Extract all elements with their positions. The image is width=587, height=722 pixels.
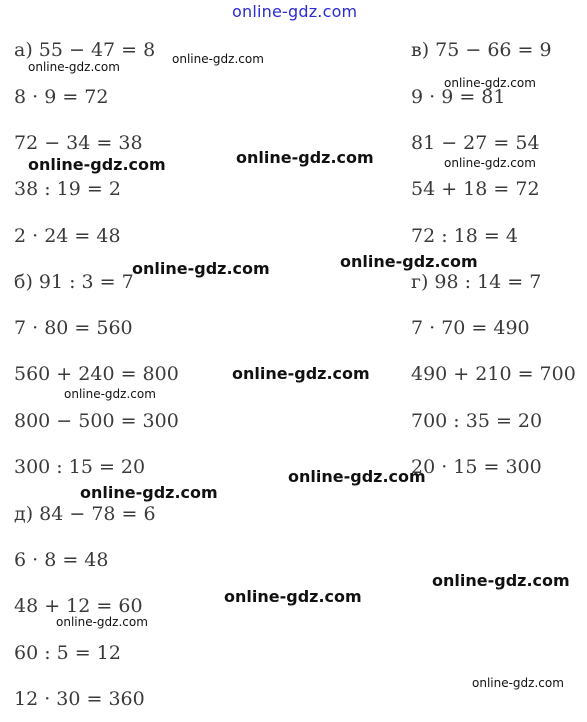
watermark: online-gdz.com	[444, 156, 536, 170]
watermark: online-gdz.com	[224, 587, 362, 606]
watermark: online-gdz.com	[232, 364, 370, 383]
exercise-v-line-4: 54 + 18 = 72	[411, 178, 540, 200]
watermark: online-gdz.com	[132, 259, 270, 278]
exercise-d-line-1: д) 84 − 78 = 6	[14, 503, 156, 525]
watermark: online-gdz.com	[28, 60, 120, 74]
watermark: online-gdz.com	[64, 387, 156, 401]
exercise-b-line-5: 300 : 15 = 20	[14, 456, 146, 478]
exercise-d-line-2: 6 · 8 = 48	[14, 549, 109, 571]
exercise-b-line-2: 7 · 80 = 560	[14, 317, 133, 339]
watermark: online-gdz.com	[444, 76, 536, 90]
exercise-d-line-4: 60 : 5 = 12	[14, 642, 121, 664]
exercise-b-line-4: 800 − 500 = 300	[14, 410, 179, 432]
exercise-d-line-3: 48 + 12 = 60	[14, 595, 143, 617]
exercise-b-line-1: б) 91 : 3 = 7	[14, 271, 134, 293]
exercise-g-line-5: 20 · 15 = 300	[411, 456, 542, 478]
exercise-a-line-3: 72 − 34 = 38	[14, 132, 143, 154]
exercise-a-line-1: а) 55 − 47 = 8	[14, 39, 156, 61]
exercise-v-line-2: 9 · 9 = 81	[411, 86, 506, 108]
watermark: online-gdz.com	[236, 148, 374, 167]
watermark: online-gdz.com	[288, 467, 426, 486]
exercise-v-line-5: 72 : 18 = 4	[411, 225, 518, 247]
watermark: online-gdz.com	[340, 252, 478, 271]
exercise-g-line-4: 700 : 35 = 20	[411, 410, 543, 432]
exercise-a-line-2: 8 · 9 = 72	[14, 86, 109, 108]
watermark: online-gdz.com	[80, 483, 218, 502]
watermark: online-gdz.com	[28, 155, 166, 174]
exercise-g-line-2: 7 · 70 = 490	[411, 317, 530, 339]
exercise-d-line-5: 12 · 30 = 360	[14, 688, 145, 710]
watermark-top: online-gdz.com	[232, 2, 358, 21]
watermark: online-gdz.com	[432, 571, 570, 590]
watermark: online-gdz.com	[172, 52, 264, 66]
exercise-b-line-3: 560 + 240 = 800	[14, 363, 179, 385]
exercise-g-line-3: 490 + 210 = 700	[411, 363, 576, 385]
watermark: online-gdz.com	[472, 676, 564, 690]
exercise-v-line-3: 81 − 27 = 54	[411, 132, 540, 154]
exercise-a-line-4: 38 : 19 = 2	[14, 178, 121, 200]
exercise-v-line-1: в) 75 − 66 = 9	[411, 39, 552, 61]
exercise-g-line-1: г) 98 : 14 = 7	[411, 271, 542, 293]
watermark: online-gdz.com	[56, 615, 148, 629]
exercise-a-line-5: 2 · 24 = 48	[14, 225, 121, 247]
